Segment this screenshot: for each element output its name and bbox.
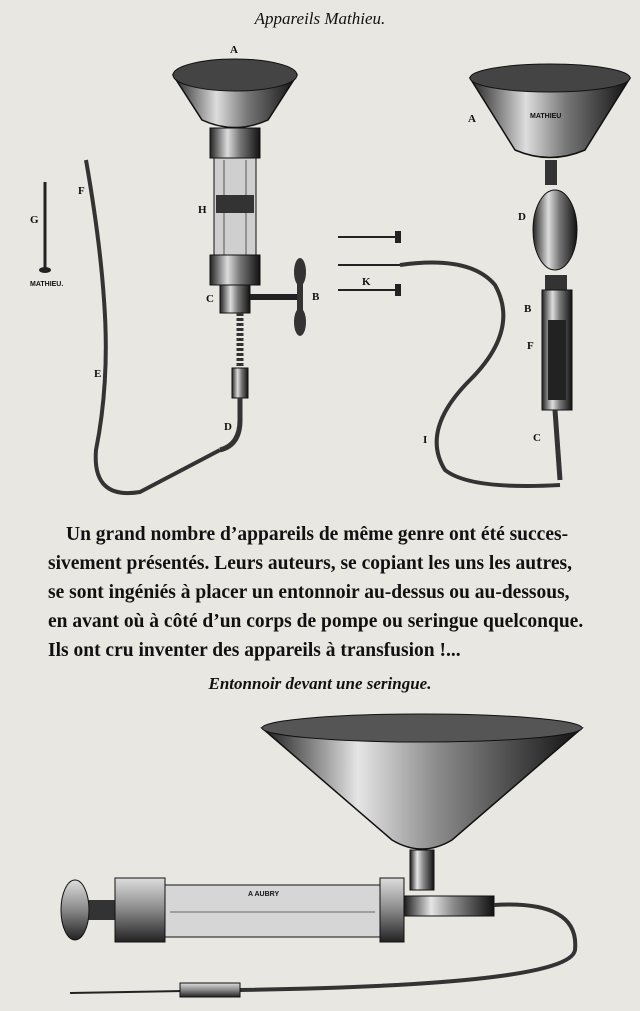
stamp-mathieu: MATHIEU. (30, 281, 64, 288)
label-c: C (206, 293, 214, 305)
label-b-right: B (524, 303, 532, 315)
label-a-right: A (468, 113, 476, 125)
engraving-a-aubry: A AUBRY (248, 891, 280, 898)
label-b-left: B (312, 291, 320, 303)
label-c-right: C (533, 432, 541, 444)
label-k: K (362, 276, 371, 288)
body-line-2: sivement présentés. Leurs auteurs, se copiant les uns les autres, (48, 553, 572, 574)
body-line-3: se sont ingéniés à placer un entonnoir au-dessus ou au-dessous, (48, 582, 570, 603)
label-g: G (30, 214, 39, 226)
label-e: E (94, 368, 102, 380)
tube-i (400, 263, 560, 487)
label-i: I (423, 434, 428, 446)
right-funnel-apparatus (470, 64, 630, 480)
large-funnel (262, 714, 582, 890)
label-d-right: D (518, 211, 526, 223)
illustration-funnel-syringe (0, 700, 640, 1011)
needle-g-drawing (39, 182, 51, 273)
engraving-mathieu-right: MATHIEU (530, 113, 562, 120)
label-a-left: A (230, 44, 238, 56)
body-line-1: Un grand nombre d’appareils de même genre ont été succes- (66, 524, 569, 545)
running-title: Appareils Mathieu. (254, 9, 386, 28)
label-f-left: F (78, 185, 85, 197)
body-line-4: en avant où à côté d’un corps de pompe ou seringue quelconque. (48, 611, 584, 632)
body-line-5: Ils ont cru inventer des appareils à transfusion !... (48, 640, 461, 661)
left-funnel-apparatus (173, 59, 306, 450)
label-h: H (198, 204, 207, 216)
figure-caption: Entonnoir devant une seringue. (208, 674, 432, 693)
body-paragraph (48, 520, 608, 665)
label-f-right: F (527, 340, 534, 352)
syringe (61, 878, 575, 997)
label-d-left: D (224, 421, 232, 433)
